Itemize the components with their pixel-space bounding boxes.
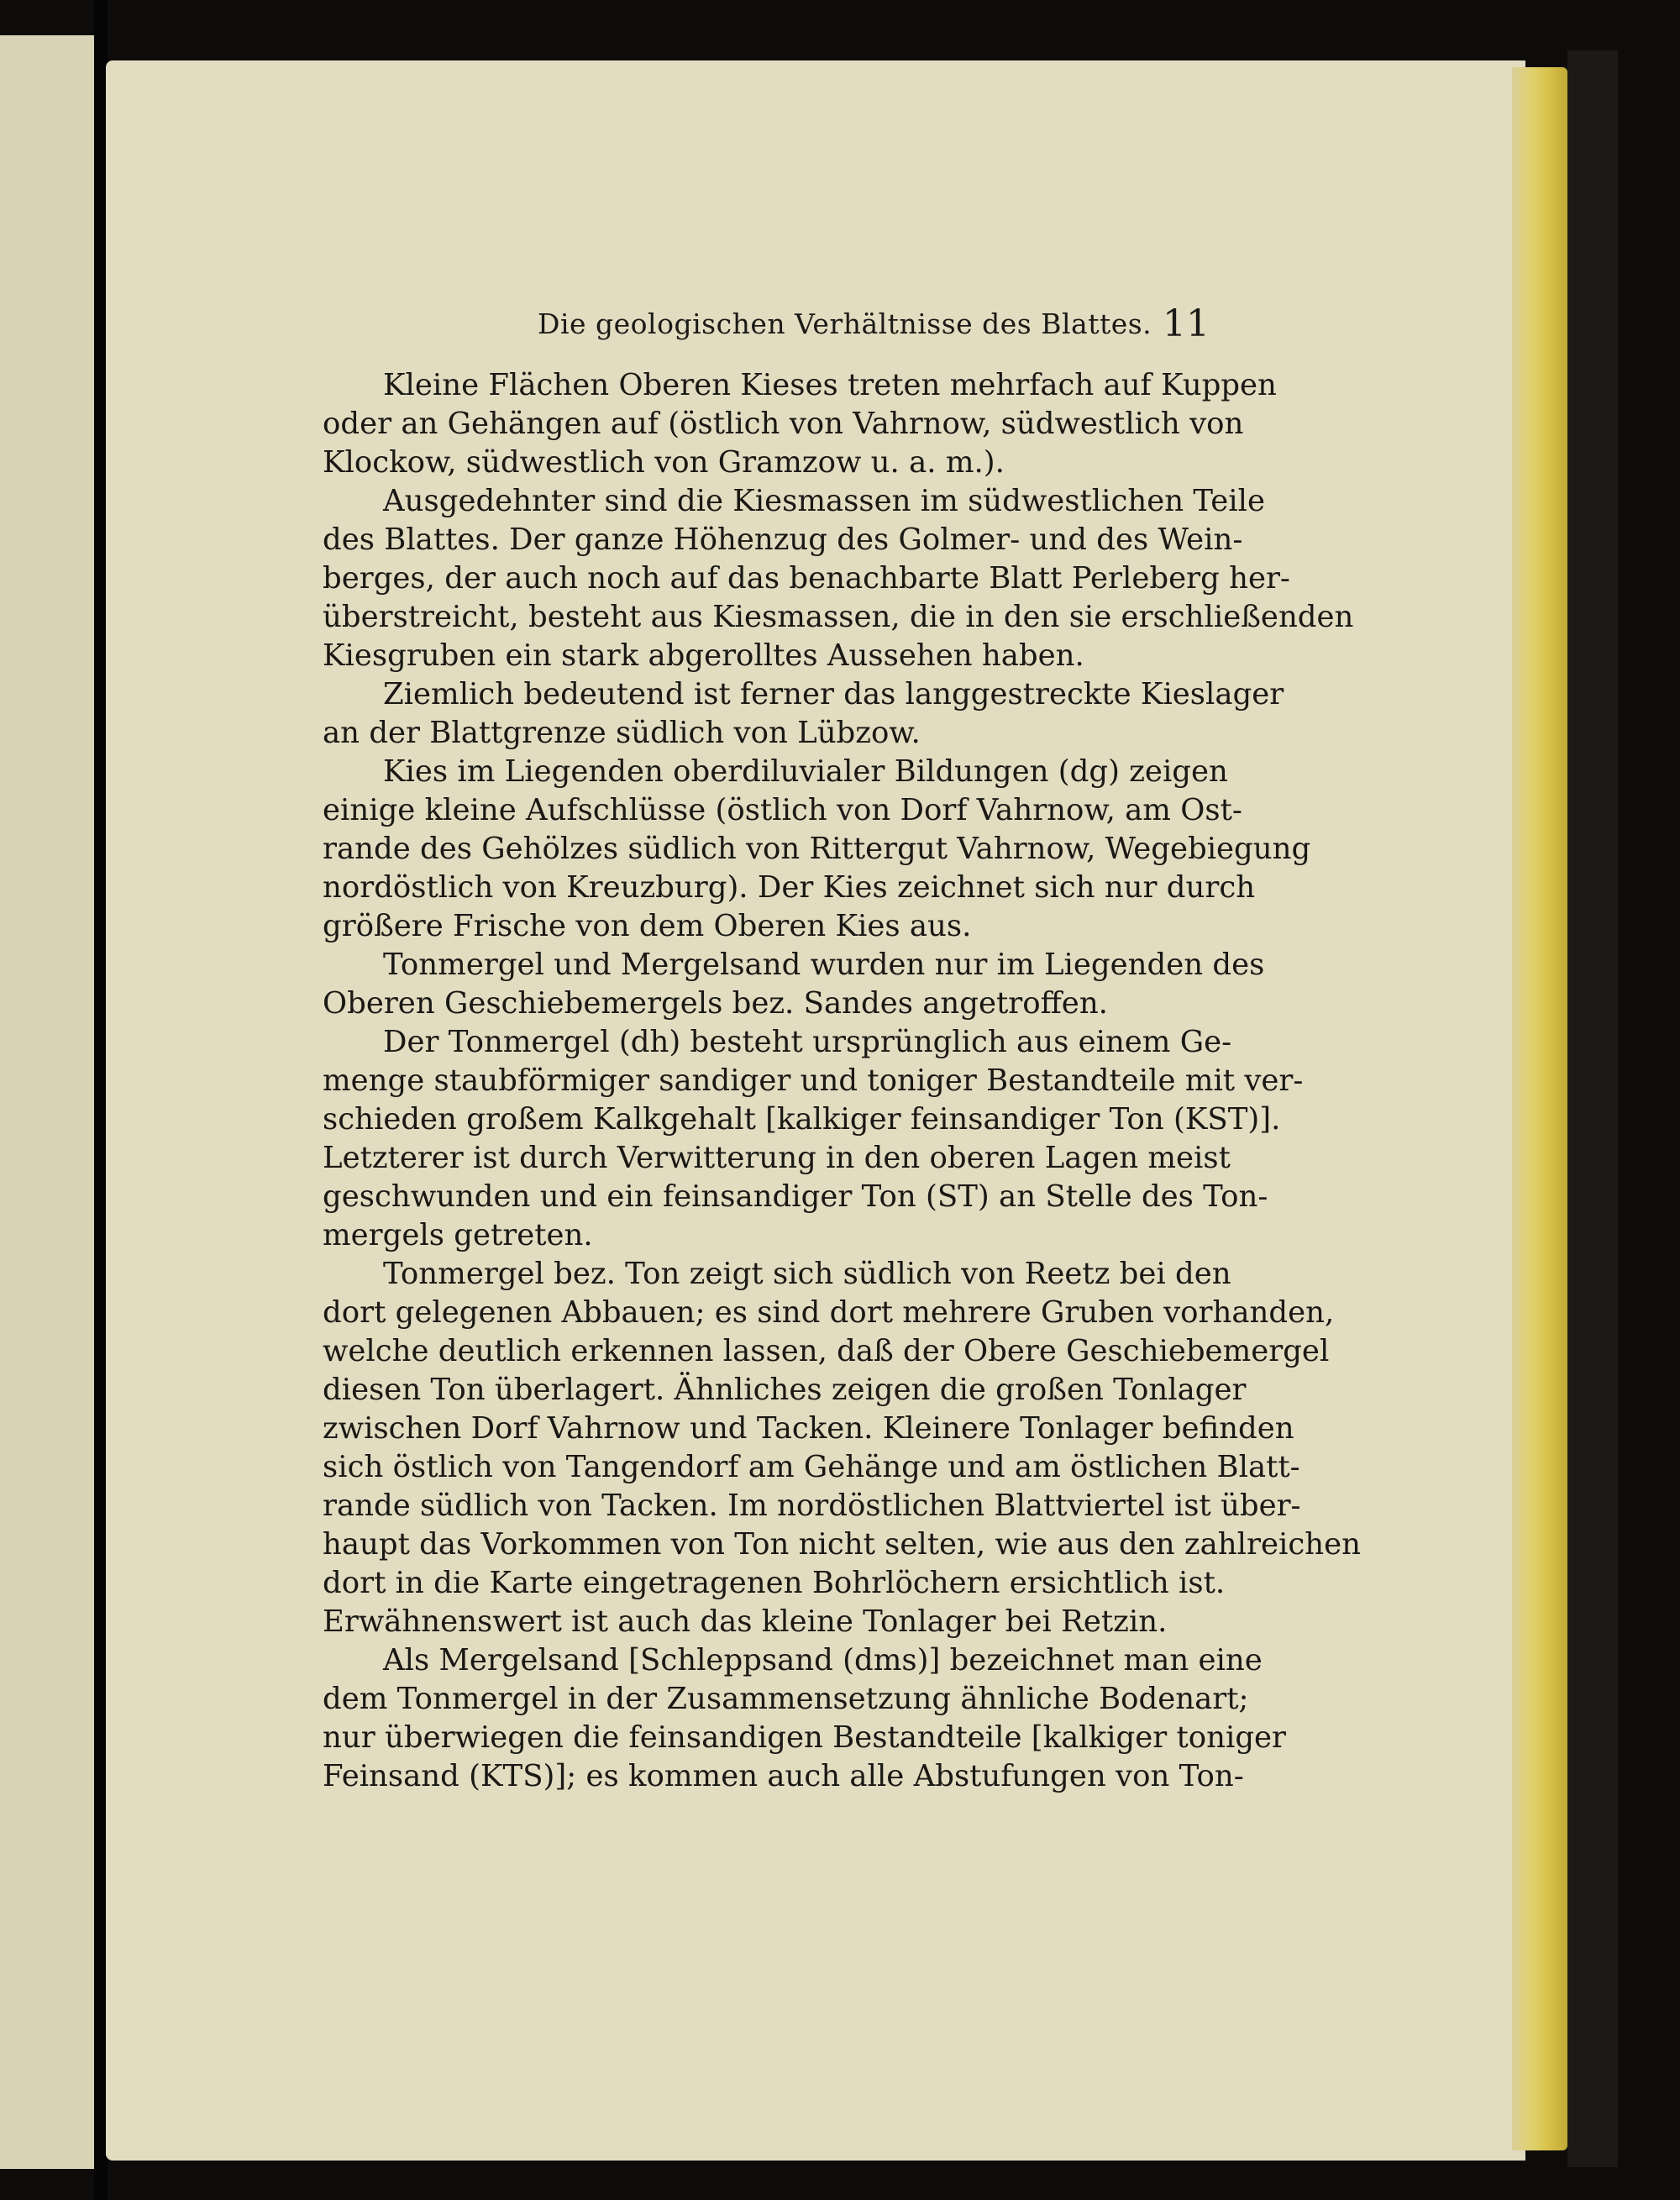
text-line: Ausgedehnter sind die Kiesmassen im südwestlichen Teile [383, 484, 1266, 518]
text-line: Kleine Flächen Oberen Kieses treten mehrfach auf Kuppen [383, 368, 1277, 402]
text-line: Kies im Liegenden oberdiluvialer Bildungen (dg) zeigen [383, 754, 1228, 789]
text-line: nur überwiegen die feinsandigen Bestandteile [kalkiger toniger [323, 1720, 1287, 1755]
page-block-edge [1512, 67, 1567, 2150]
text-line: an der Blattgrenze südlich von Lübzow. [323, 716, 921, 750]
facing-page-edge [0, 35, 94, 2169]
running-header-title: Die geologischen Verhältnisse des Blattes. [538, 307, 1152, 340]
text-line: einige kleine Aufschlüsse (östlich von Dorf Vahrnow, am Ost- [323, 793, 1242, 827]
text-line: Erwähnenswert ist auch das kleine Tonlager bei Retzin. [323, 1604, 1168, 1639]
running-header [538, 301, 1210, 351]
text-line: Feinsand (KTS)]; es kommen auch alle Abstufungen von Ton- [323, 1759, 1244, 1793]
text-line: dem Tonmergel in der Zusammensetzung ähnliche Bodenart; [323, 1682, 1249, 1716]
body-text [323, 366, 1361, 1796]
text-line: Tonmergel und Mergelsand wurden nur im Liegenden des [383, 948, 1265, 982]
text-line: Letzterer ist durch Verwitterung in den oberen Lagen meist [323, 1141, 1231, 1175]
text-line: sich östlich von Tangendorf am Gehänge und am östlichen Blatt- [323, 1450, 1300, 1484]
text-line: überstreicht, besteht aus Kiesmassen, die in den sie erschließenden [323, 600, 1354, 634]
text-line: oder an Gehängen auf (östlich von Vahrnow, südwestlich von [323, 407, 1244, 441]
text-line: geschwunden und ein feinsandiger Ton (ST) an Stelle des Ton- [323, 1179, 1268, 1214]
text-line: Der Tonmergel (dh) besteht ursprünglich aus einem Ge- [383, 1025, 1232, 1059]
text-line: rande des Gehölzes südlich von Rittergut Vahrnow, Wegebiegung [323, 832, 1311, 866]
text-line: berges, der auch noch auf das benachbarte Blatt Perleberg her- [323, 561, 1290, 596]
text-line: des Blattes. Der ganze Höhenzug des Golmer- und des Wein- [323, 522, 1243, 557]
text-line: zwischen Dorf Vahrnow und Tacken. Kleinere Tonlager befinden [323, 1411, 1294, 1446]
text-line: Oberen Geschiebemergels bez. Sandes angetroffen. [323, 986, 1108, 1021]
text-line: größere Frische von dem Oberen Kies aus. [323, 909, 972, 943]
text-line: welche deutlich erkennen lassen, daß der Obere Geschiebemergel [323, 1334, 1330, 1368]
text-line: dort in die Karte eingetragenen Bohrlöchern ersichtlich ist. [323, 1566, 1226, 1600]
text-line: Klockow, südwestlich von Gramzow u. a. m.). [323, 445, 1005, 480]
text-line: rande südlich von Tacken. Im nordöstlichen Blattviertel ist über- [323, 1489, 1301, 1523]
text-line: Ziemlich bedeutend ist ferner das langgestreckte Kieslager [383, 677, 1284, 711]
text-line: Als Mergelsand [Schleppsand (dms)] bezeichnet man eine [383, 1643, 1263, 1678]
text-line: nordöstlich von Kreuzburg). Der Kies zeichnet sich nur durch [323, 870, 1256, 905]
text-line: dort gelegenen Abbauen; es sind dort mehrere Gruben vorhanden, [323, 1295, 1335, 1330]
text-line: mergels getreten. [323, 1218, 593, 1252]
text-line: menge staubförmiger sandiger und toniger Bestandteile mit ver- [323, 1063, 1304, 1098]
text-line: diesen Ton überlagert. Ähnliches zeigen die großen Tonlager [323, 1373, 1247, 1407]
page-number: 11 [1163, 302, 1210, 345]
text-line: haupt das Vorkommen von Ton nicht selten, wie aus den zahlreichen [323, 1527, 1361, 1562]
text-line: Tonmergel bez. Ton zeigt sich südlich von Reetz bei den [383, 1257, 1231, 1291]
text-line: schieden großem Kalkgehalt [kalkiger feinsandiger Ton (KST)]. [323, 1102, 1281, 1137]
book-cover-edge [1567, 50, 1618, 2167]
text-line: Kiesgruben ein stark abgerolltes Aussehen haben. [323, 638, 1084, 673]
